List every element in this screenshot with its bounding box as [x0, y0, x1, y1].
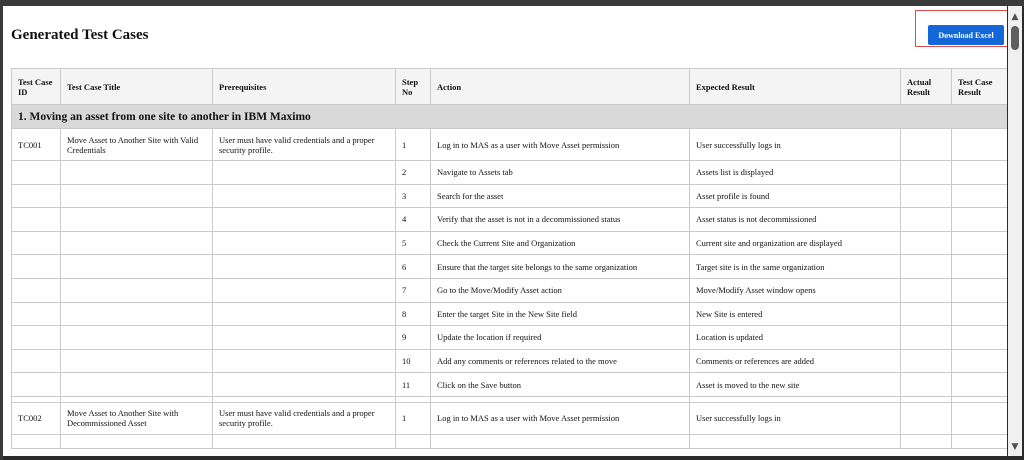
expected-result-cell: Current site and organization are displayed: [690, 231, 901, 255]
table-row: [12, 402, 1008, 434]
table-row: [12, 129, 1008, 161]
expected-result-cell: User successfully logs in: [690, 129, 901, 161]
test-case-title-cell: Move Asset to Another Site with Decommissioned Asset: [61, 402, 213, 434]
actual-result-cell[interactable]: [901, 184, 952, 208]
prerequisites-cell: User must have valid credentials and a proper security profile.: [213, 402, 396, 434]
column-header-step-no: Step No: [396, 69, 431, 105]
table-row: [12, 231, 1008, 255]
column-header-action: Action: [431, 69, 690, 105]
expected-result-cell: Asset status is not decommissioned: [690, 208, 901, 232]
actual-result-cell[interactable]: [901, 402, 952, 434]
action-cell: Ensure that the target site belongs to the same organization: [431, 255, 690, 279]
actual-result-cell[interactable]: [901, 302, 952, 326]
test-case-result-cell[interactable]: [952, 349, 1008, 373]
test-case-result-cell[interactable]: [952, 302, 1008, 326]
column-header-test-case-title: Test Case Title: [61, 69, 213, 105]
prerequisites-cell: [213, 255, 396, 279]
test-case-id-cell: [12, 255, 61, 279]
expected-result-cell: User successfully logs in: [690, 402, 901, 434]
actual-result-cell[interactable]: [901, 208, 952, 232]
download-excel-button[interactable]: Download Excel: [928, 25, 1004, 45]
action-cell: Update the location if required: [431, 326, 690, 350]
test-case-id-cell: [12, 302, 61, 326]
step-no-cell: 4: [396, 208, 431, 232]
table-row: [12, 278, 1008, 302]
prerequisites-cell: [213, 373, 396, 397]
column-header-actual-result: Actual Result: [901, 69, 952, 105]
step-no-cell: 1: [396, 129, 431, 161]
table-row: [12, 349, 1008, 373]
step-no-cell: 11: [396, 373, 431, 397]
test-case-title-cell: [61, 161, 213, 185]
test-case-result-cell[interactable]: [952, 129, 1008, 161]
test-case-id-cell: [12, 208, 61, 232]
test-case-id-cell: TC002: [12, 402, 61, 434]
action-cell: Add any comments or references related to the move: [431, 349, 690, 373]
expected-result-cell: Asset is moved to the new site: [690, 373, 901, 397]
test-cases-table: [11, 68, 1007, 449]
prerequisites-cell: [213, 208, 396, 232]
step-no-cell: 5: [396, 231, 431, 255]
prerequisites-cell: User must have valid credentials and a proper security profile.: [213, 129, 396, 161]
test-cases-panel: [3, 6, 1007, 456]
test-case-title-cell: [61, 184, 213, 208]
table-row: [12, 184, 1008, 208]
action-cell: Navigate to Assets tab: [431, 161, 690, 185]
scroll-up-arrow-icon[interactable]: ▲: [1011, 12, 1019, 22]
action-cell: Verify that the asset is not in a decommissioned status: [431, 208, 690, 232]
test-case-result-cell[interactable]: [952, 208, 1008, 232]
test-case-id-cell: [12, 326, 61, 350]
column-header-expected-result: Expected Result: [690, 69, 901, 105]
test-case-result-cell[interactable]: [952, 231, 1008, 255]
actual-result-cell[interactable]: [901, 326, 952, 350]
test-case-title-cell: [61, 208, 213, 232]
test-case-result-cell[interactable]: [952, 161, 1008, 185]
test-case-id-cell: [12, 278, 61, 302]
step-no-cell: 10: [396, 349, 431, 373]
actual-result-cell[interactable]: [901, 161, 952, 185]
group-title: 1. Moving an asset from one site to another in IBM Maximo: [12, 105, 1008, 129]
test-case-id-cell: [12, 349, 61, 373]
step-no-cell: 6: [396, 255, 431, 279]
expected-result-cell: Comments or references are added: [690, 349, 901, 373]
table-row: [12, 208, 1008, 232]
test-case-id-cell: [12, 161, 61, 185]
action-cell: Check the Current Site and Organization: [431, 231, 690, 255]
test-case-result-cell[interactable]: [952, 255, 1008, 279]
test-case-result-cell[interactable]: [952, 402, 1008, 434]
test-case-result-cell[interactable]: [952, 326, 1008, 350]
table-row: [12, 373, 1008, 397]
test-case-title-cell: [61, 255, 213, 279]
test-case-title-cell: [61, 278, 213, 302]
group-row: [12, 105, 1008, 129]
expected-result-cell: Location is updated: [690, 326, 901, 350]
expected-result-cell: New Site is entered: [690, 302, 901, 326]
action-cell: Enter the target Site in the New Site field: [431, 302, 690, 326]
table-row: [12, 434, 1008, 448]
actual-result-cell[interactable]: [901, 255, 952, 279]
expected-result-cell: Asset profile is found: [690, 184, 901, 208]
prerequisites-cell: [213, 278, 396, 302]
test-case-title-cell: [61, 231, 213, 255]
table-row: [12, 326, 1008, 350]
test-case-title-cell: [61, 349, 213, 373]
expected-result-cell: Move/Modify Asset window opens: [690, 278, 901, 302]
actual-result-cell[interactable]: [901, 278, 952, 302]
column-header-test-case-id: Test Case ID: [12, 69, 61, 105]
prerequisites-cell: [213, 349, 396, 373]
test-case-title-cell: [61, 373, 213, 397]
action-cell: Log in to MAS as a user with Move Asset permission: [431, 129, 690, 161]
step-no-cell: 9: [396, 326, 431, 350]
step-no-cell: 3: [396, 184, 431, 208]
step-no-cell: 8: [396, 302, 431, 326]
test-case-title-cell: Move Asset to Another Site with Valid Credentials: [61, 129, 213, 161]
expected-result-cell: Assets list is displayed: [690, 161, 901, 185]
test-case-id-cell: [12, 231, 61, 255]
actual-result-cell[interactable]: [901, 373, 952, 397]
action-cell: Search for the asset: [431, 184, 690, 208]
step-no-cell: 1: [396, 402, 431, 434]
actual-result-cell[interactable]: [901, 129, 952, 161]
column-header-test-case-result: Test Case Result: [952, 69, 1008, 105]
step-no-cell: 7: [396, 278, 431, 302]
test-case-title-cell: [61, 326, 213, 350]
prerequisites-cell: [213, 231, 396, 255]
test-case-id-cell: [12, 184, 61, 208]
table-row: [12, 255, 1008, 279]
test-case-result-cell[interactable]: [952, 278, 1008, 302]
panel-header: [3, 6, 1007, 66]
test-case-id-cell: TC001: [12, 129, 61, 161]
action-cell: Log in to MAS as a user with Move Asset permission: [431, 402, 690, 434]
page-title: Generated Test Cases: [11, 27, 149, 43]
scrollbar-thumb[interactable]: [1011, 26, 1019, 50]
prerequisites-cell: [213, 161, 396, 185]
prerequisites-cell: [213, 184, 396, 208]
prerequisites-cell: [213, 326, 396, 350]
step-no-cell: 2: [396, 161, 431, 185]
test-case-result-cell[interactable]: [952, 373, 1008, 397]
action-cell: Go to the Move/Modify Asset action: [431, 278, 690, 302]
expected-result-cell: Target site is in the same organization: [690, 255, 901, 279]
vertical-scrollbar[interactable]: [1008, 6, 1022, 456]
prerequisites-cell: [213, 302, 396, 326]
table-header-row: [12, 69, 1008, 105]
test-case-title-cell: [61, 302, 213, 326]
table-row: [12, 161, 1008, 185]
test-case-result-cell[interactable]: [952, 184, 1008, 208]
actual-result-cell[interactable]: [901, 231, 952, 255]
table-row: [12, 302, 1008, 326]
column-header-prerequisites: Prerequisites: [213, 69, 396, 105]
actual-result-cell[interactable]: [901, 349, 952, 373]
action-cell: Click on the Save button: [431, 373, 690, 397]
test-case-id-cell: [12, 373, 61, 397]
scroll-down-arrow-icon[interactable]: ▼: [1011, 442, 1019, 452]
